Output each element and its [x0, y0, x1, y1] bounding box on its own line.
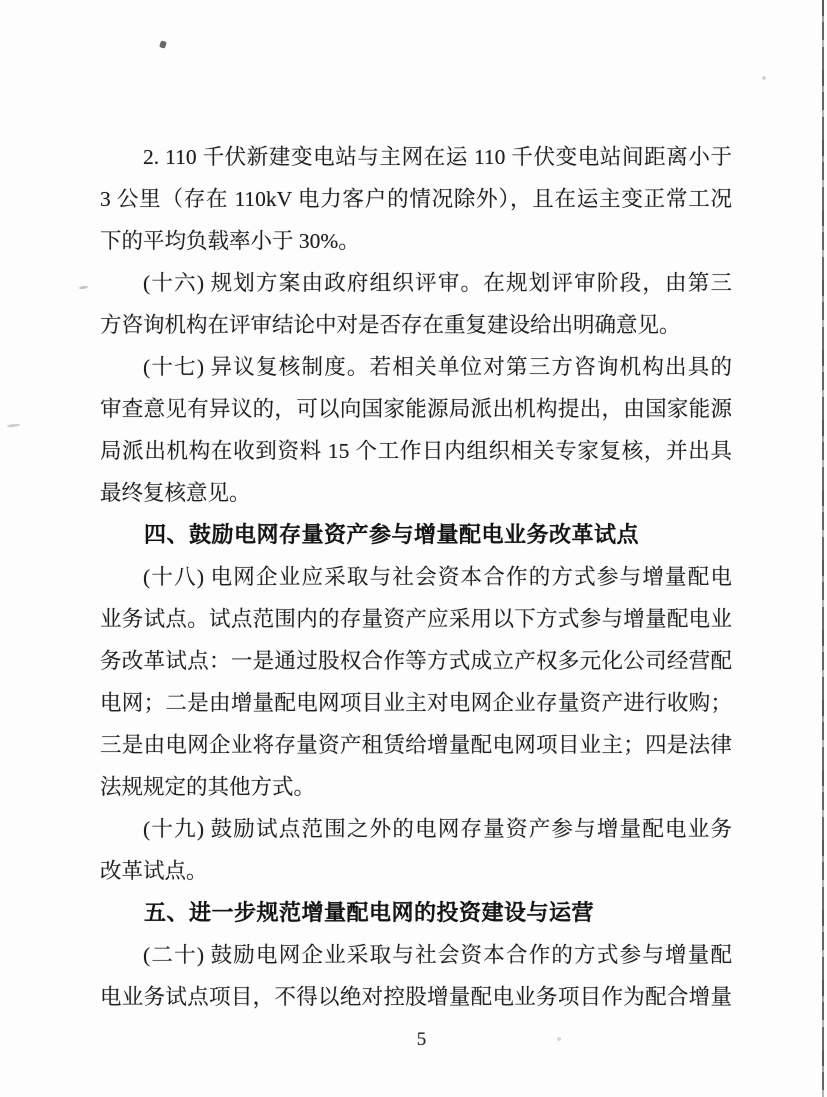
text-line: 务改革试点：一是通过股权合作等方式成立产权多元化公司经营配: [100, 649, 732, 673]
scan-artifact: [7, 423, 20, 427]
text-line: 法规规定的其他方式。: [100, 775, 316, 799]
section-heading: 五、进一步规范增量配电网的投资建设与运营: [144, 900, 595, 925]
text-line: 审查意见有异议的，可以向国家能源局派出机构提出，由国家能源: [100, 397, 732, 421]
text-line: (十八) 电网企业应采取与社会资本合作的方式参与增量配电: [143, 565, 732, 589]
scan-artifact: [557, 1037, 561, 1041]
paragraph: [100, 556, 732, 808]
text-line: (十九) 鼓励试点范围之外的电网存量资产参与增量配电业务: [143, 817, 732, 841]
paragraph: [100, 808, 732, 892]
scan-artifact: [762, 76, 766, 80]
text-line: 最终复核意见。: [100, 481, 251, 505]
paragraph: [100, 136, 732, 262]
text-line: 下的平均负载率小于 30%。: [100, 229, 360, 253]
text-line: 2. 110 千伏新建变电站与主网在运 110 千伏变电站间距离小于: [143, 145, 732, 169]
text-line: 电网；二是由增量配电网项目业主对电网企业存量资产进行收购；: [100, 691, 732, 715]
scan-page-edge-line: [822, 0, 824, 1097]
paragraph: [100, 934, 732, 1018]
text-line: 三是由电网企业将存量资产租赁给增量配电网项目业主；四是法律: [100, 733, 732, 757]
page-number: 5: [416, 1029, 427, 1050]
scan-artifact: [159, 40, 167, 49]
text-line: 业务试点。试点范围内的存量资产应采用以下方式参与增量配电业: [100, 607, 732, 631]
section-heading: 四、鼓励电网存量资产参与增量配电业务改革试点: [144, 522, 640, 547]
text-line: 改革试点。: [100, 859, 208, 883]
document-body: [100, 136, 732, 1018]
text-line: (十六) 规划方案由政府组织评审。在规划评审阶段，由第三: [143, 271, 732, 295]
paragraph: [100, 346, 732, 514]
text-line: (十七) 异议复核制度。若相关单位对第三方咨询机构出具的: [143, 355, 732, 379]
text-line: 3 公里（存在 110kV 电力客户的情况除外），且在运主变正常工况: [100, 187, 732, 211]
text-line: 局派出机构在收到资料 15 个工作日内组织相关专家复核，并出具: [100, 439, 732, 463]
paragraph: [100, 262, 732, 346]
text-line: 电业务试点项目，不得以绝对控股增量配电业务项目作为配合增量: [100, 985, 732, 1009]
text-line: (二十) 鼓励电网企业采取与社会资本合作的方式参与增量配: [143, 943, 732, 967]
text-line: 方咨询机构在评审结论中对是否存在重复建设给出明确意见。: [100, 313, 681, 337]
scan-artifact: [79, 285, 88, 289]
